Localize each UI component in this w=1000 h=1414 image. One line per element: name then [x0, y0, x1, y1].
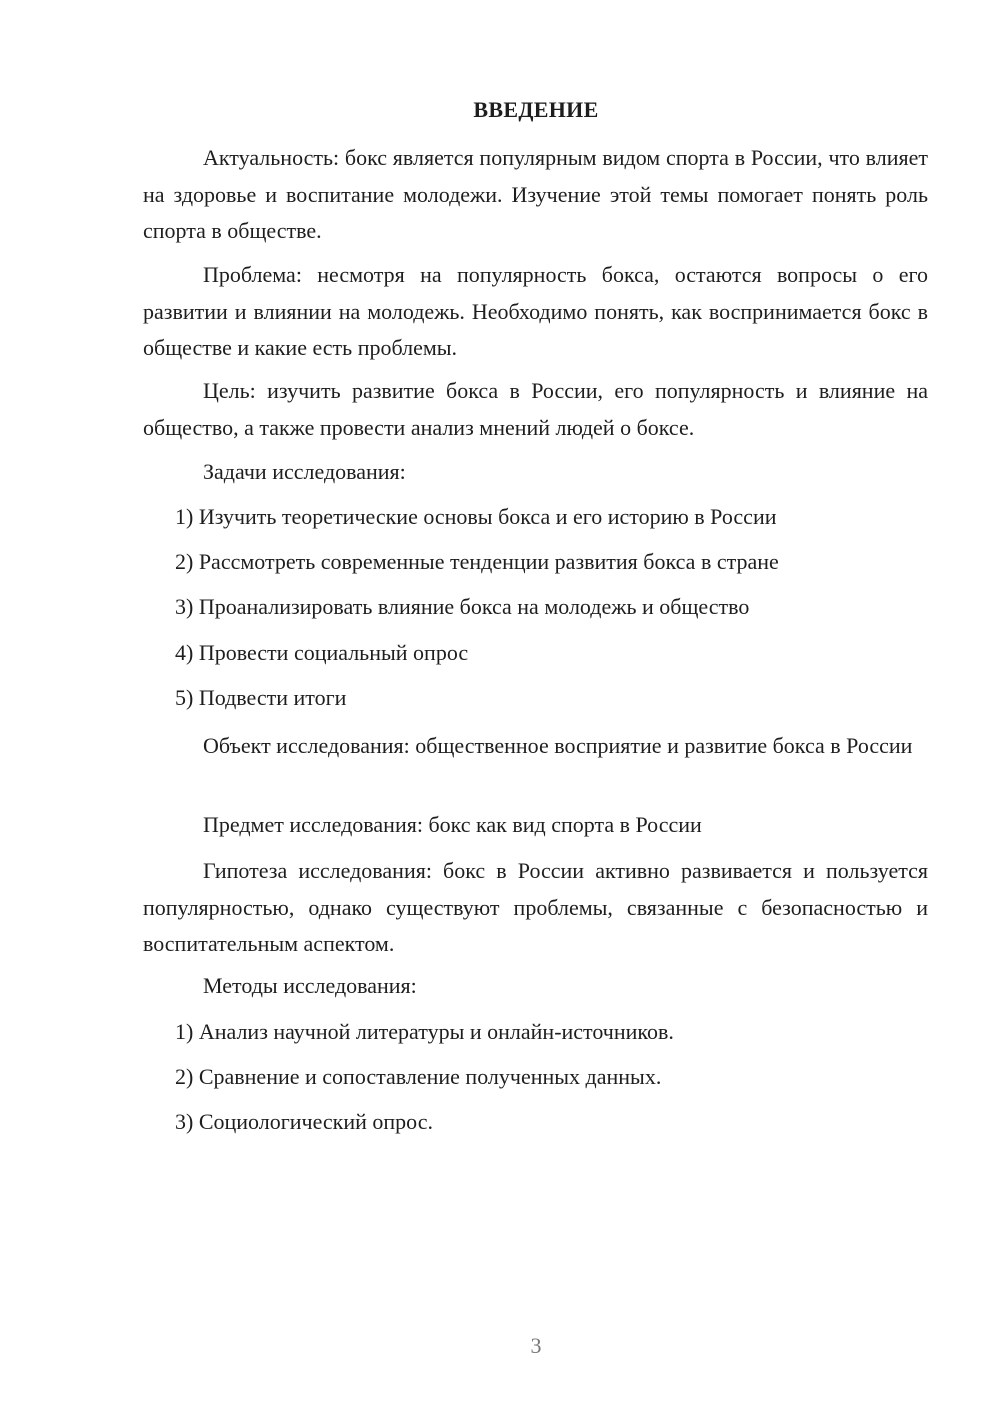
task-item: 3) Проанализировать влияние бокса на молодежь и общество — [175, 594, 750, 619]
task-item: 5) Подвести итоги — [175, 685, 347, 710]
problem-text: Проблема: несмотря на популярность бокса, остаются вопросы о его развитии и влиянии на молодежь. Необходимо понять, как воспринимается бокс в обществе и какие есть проблемы. — [143, 262, 928, 360]
task-item: 4) Провести социальный опрос — [175, 640, 469, 665]
subject-text: Предмет исследования: бокс как вид спорта в России — [203, 812, 702, 837]
relevance-paragraph — [143, 140, 928, 250]
method-item: 2) Сравнение и сопоставление полученных данных. — [175, 1064, 662, 1089]
goal-paragraph — [143, 373, 928, 446]
methods-heading: Методы исследования: — [203, 973, 417, 998]
relevance-text: Актуальность: бокс является популярным видом спорта в России, что влияет на здоровье и воспитание молодежи. Изучение этой темы помогает понять роль спорта в обществе. — [143, 145, 928, 243]
page-title: ВВЕДЕНИЕ — [473, 97, 599, 122]
method-item: 3) Социологический опрос. — [175, 1109, 433, 1134]
problem-paragraph — [143, 257, 928, 367]
hypothesis-paragraph — [143, 853, 928, 963]
goal-text: Цель: изучить развитие бокса в России, его популярность и влияние на общество, а также провести анализ мнений людей о боксе. — [143, 378, 928, 440]
page-number: 3 — [530, 1333, 542, 1358]
method-item: 1) Анализ научной литературы и онлайн-источников. — [175, 1019, 674, 1044]
hypothesis-text: Гипотеза исследования: бокс в России активно развивается и пользуется популярностью, однако существуют проблемы, связанные с безопасностью и воспитательным аспектом. — [143, 858, 928, 956]
task-item: 2) Рассмотреть современные тенденции развития бокса в стране — [175, 549, 779, 574]
object-paragraph — [143, 728, 928, 765]
object-text: Объект исследования: общественное восприятие и развитие бокса в России — [203, 733, 913, 758]
tasks-heading: Задачи исследования: — [203, 459, 406, 484]
task-item: 1) Изучить теоретические основы бокса и его историю в России — [175, 504, 777, 529]
